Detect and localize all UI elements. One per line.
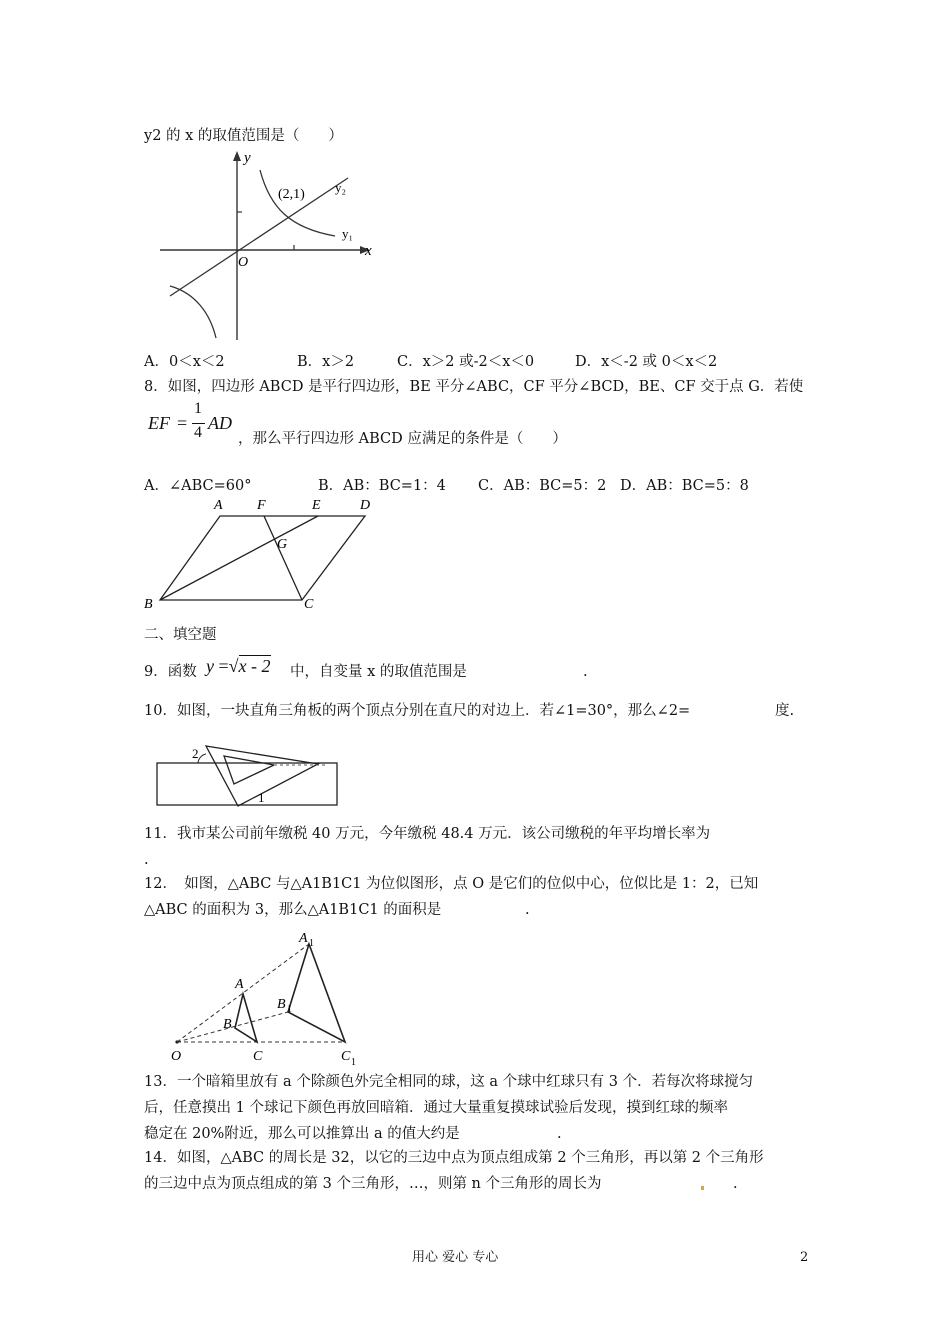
q9-formula [206, 656, 271, 682]
q13-end: . [557, 1126, 562, 1142]
q8-option-b: B．AB：BC=1：4 [318, 478, 446, 494]
answer-blank-marker [701, 1186, 704, 1190]
q12-label-c: C [253, 1049, 263, 1064]
q8-formula-den: 4 [194, 424, 202, 441]
q10-end: 度. [775, 703, 795, 719]
q10-text: 10．如图，一块直角三角板的两个顶点分别在直尺的对边上．若∠1=30°，那么∠2= [144, 703, 691, 719]
q12-label-a1: A [299, 931, 308, 946]
q8-line1: 8．如图，四边形 ABCD 是平行四边形，BE 平分∠ABC，CF 平分∠BCD，BE、CF 交于点 G．若使 [144, 379, 804, 395]
q14-line2: 的三边中点为顶点组成的第 3 个三角形，…，则第 n 个三角形的周长为 [144, 1176, 602, 1192]
q12-label-c1: C [341, 1049, 351, 1064]
q8-label-g: G [277, 537, 288, 552]
q12-end: . [525, 902, 530, 918]
q8-label-e: E [312, 498, 321, 513]
q12-homothety-figure [165, 926, 365, 1068]
q12-label-a1-sub: 1 [309, 938, 314, 949]
q9-formula-eq: = [218, 656, 229, 676]
q8-label-a: A [214, 498, 223, 513]
q9-prefix: 9．函数 [144, 664, 197, 680]
q14-line1: 14．如图，△ABC 的周长是 32，以它的三边中点为顶点组成第 2 个三角形，再以第 2 个三角形 [144, 1150, 764, 1166]
q8-option-c: C．AB：BC=5：2 [478, 478, 607, 494]
q8-label-c: C [304, 597, 314, 612]
q12-label-b1: B [277, 997, 286, 1012]
q11-line2: . [144, 852, 149, 868]
q8-parallelogram-figure [140, 494, 385, 614]
q12-line2: △ABC 的面积为 3，那么△A1B1C1 的面积是 [144, 902, 442, 918]
q12-label-o: O [171, 1049, 182, 1064]
sqrt-sign: √ [228, 656, 239, 676]
q8-formula [148, 400, 248, 452]
q8-formula-num: 1 [194, 400, 202, 417]
q13-line2: 后，任意摸出 1 个球记下颜色再放回暗箱．通过大量重复摸球试验后发现，摸到红球的频率 [144, 1100, 728, 1116]
q14-end: . [733, 1176, 738, 1192]
q9-formula-radicand: x - 2 [238, 656, 271, 676]
q8-formula-eq: = [177, 413, 188, 433]
q8-formula-lhs: EF [148, 413, 170, 433]
page-number: 2 [800, 1250, 809, 1265]
q8-label-d: D [360, 498, 371, 513]
q9-formula-y: y [206, 656, 214, 676]
q8-option-d: D．AB：BC=5：8 [620, 478, 749, 494]
q7-graph [160, 148, 380, 343]
q9-end: . [583, 664, 588, 680]
q10-angle-2-label: 2 [192, 746, 199, 761]
footer-motto: 用心 爱心 专心 [412, 1250, 499, 1265]
q7-text: y2 的 x 的取值范围是（ ） [144, 128, 343, 144]
q7-option-c: C．x＞2 或-2＜x＜0 [397, 354, 535, 370]
q7-option-b: B．x＞2 [297, 354, 355, 370]
q10-angle-1-label: 1 [258, 790, 265, 805]
q11-line1: 11．我市某公司前年缴税 40 万元，今年缴税 48.4 万元．该公司缴税的年平均增长率为 [144, 826, 711, 842]
q10-ruler-figure [150, 728, 345, 810]
q12-line1: 12． 如图，△ABC 与△A1B1C1 为位似图形，点 O 是它们的位似中心，位似比是 1：2，已知 [144, 876, 759, 892]
q7-y1-label: y₁ [342, 226, 354, 241]
q7-y2-label: y₂ [335, 180, 347, 195]
q7-option-d: D．x＜-2 或 0＜x＜2 [575, 354, 718, 370]
q12-label-b: B [223, 1017, 232, 1032]
q7-x-label: x [365, 243, 372, 259]
q9-suffix: 中，自变量 x 的取值范围是 [290, 664, 467, 680]
q8-label-f: F [257, 498, 266, 513]
q7-origin-label: O [238, 255, 249, 270]
q8-label-b: B [144, 597, 153, 612]
q7-option-a: A．0＜x＜2 [144, 354, 225, 370]
q8-line2: ，那么平行四边形 ABCD 应满足的条件是（ ） [238, 431, 567, 447]
section-title: 二、填空题 [144, 627, 217, 643]
q12-label-a: A [235, 977, 244, 992]
q12-label-b1-sub: 1 [287, 1004, 292, 1015]
q12-label-c1-sub: 1 [351, 1057, 356, 1068]
q8-option-a: A．∠ABC=60° [144, 478, 252, 494]
q13-line1: 13．一个暗箱里放有 a 个除颜色外完全相同的球，这 a 个球中红球只有 3 个．若每次将球搅匀 [144, 1074, 754, 1090]
q7-point-label: (2,1) [278, 187, 305, 202]
q13-line3: 稳定在 20%附近，那么可以推算出 a 的值大约是 [144, 1126, 460, 1142]
q8-formula-rhs: AD [208, 413, 232, 433]
q7-y-label: y [244, 150, 251, 166]
